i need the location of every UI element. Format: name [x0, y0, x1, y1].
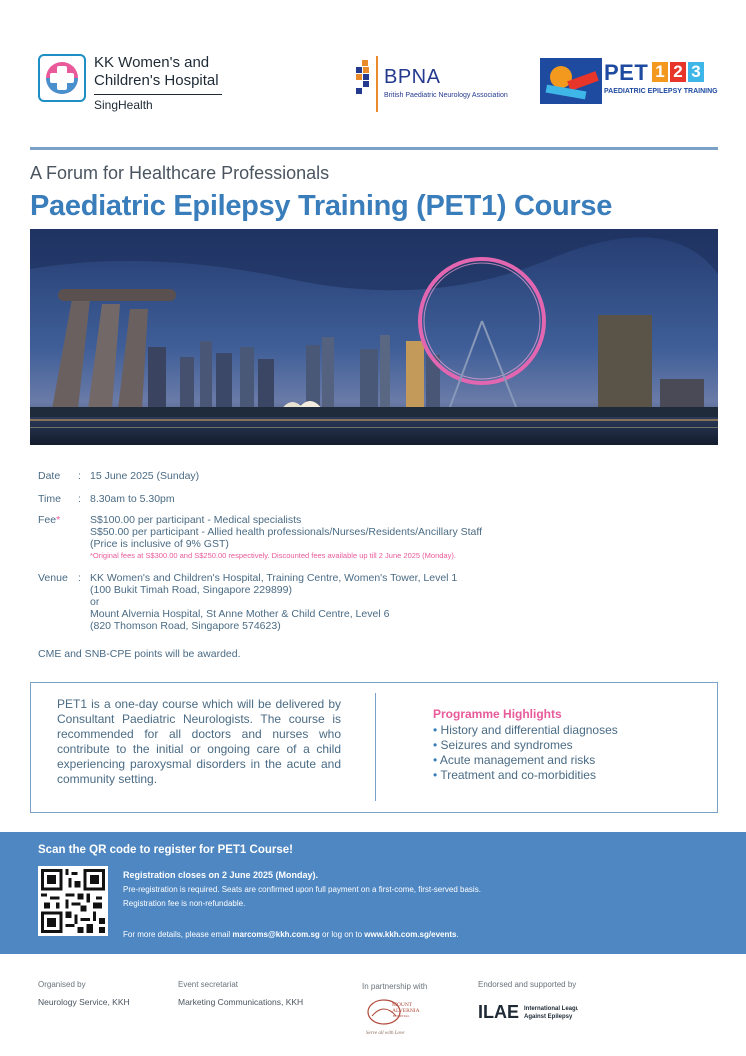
header-logos	[0, 44, 746, 124]
fee-line-3: (Price is inclusive of 9% GST)	[90, 538, 229, 550]
ilae-mark: ILAE	[478, 1002, 520, 1022]
registration-more-details: For more details, please email marcoms@kkh.com.sg or log on to www.kkh.com.sg/events.	[123, 930, 459, 939]
course-info-box	[30, 682, 718, 813]
registration-line-1: Pre-registration is required. Seats are confirmed upon full payment on a first-come, first-served basis.	[123, 885, 481, 894]
bpna-logo	[356, 56, 536, 116]
cme-note: CME and SNB-CPE points will be awarded.	[38, 648, 241, 660]
kkh-name: KK Women's and Children's Hospital	[94, 54, 219, 89]
kkh-logo	[38, 54, 238, 124]
fee-star: *	[56, 514, 61, 526]
registration-qr-code[interactable]	[38, 866, 108, 936]
highlight-item: • History and differential diagnoses	[433, 723, 618, 738]
pet-num-1: 1	[652, 62, 668, 82]
fee-label: Fee	[38, 514, 57, 526]
pet-figure-icon	[540, 58, 602, 104]
bpna-dots-icon	[356, 60, 376, 100]
forum-heading: A Forum for Healthcare Professionals	[30, 163, 330, 183]
highlights-title: Programme Highlights	[433, 707, 562, 721]
header-divider	[30, 147, 718, 150]
bpna-title: BPNA	[384, 66, 441, 88]
ma-tagline: Serve all with Love	[366, 1031, 405, 1036]
contact-email-link[interactable]: marcoms@kkh.com.sg	[232, 930, 320, 939]
mount-alvernia-logo	[362, 994, 422, 1040]
pet-subtitle: PAEDIATRIC EPILEPSY TRAINING	[604, 88, 718, 95]
fee-note: *Original fees at S$300.00 and S$250.00 respectively. Discounted fees available up till 2 June 2025 (Monday).	[90, 551, 456, 560]
endorsed-caption: Endorsed and supported by	[478, 980, 577, 989]
registration-heading: Scan the QR code to register for PET1 Course!	[38, 844, 293, 856]
pet-num-3: 3	[688, 62, 704, 82]
footer	[0, 960, 746, 1056]
singapore-skyline-photo	[30, 229, 718, 445]
kkh-emblem-icon	[38, 54, 86, 102]
ma-line-3: HOSPITAL	[393, 1014, 410, 1018]
secretariat-caption: Event secretariat	[178, 980, 239, 989]
pet-num-2: 2	[670, 62, 686, 82]
fee-line-1: S$100.00 per participant - Medical specialists	[90, 514, 302, 526]
highlights-list	[433, 723, 618, 783]
course-title: Paediatric Epilepsy Training (PET1) Course	[30, 190, 613, 222]
footer-endorsed	[478, 980, 576, 997]
secretariat-value: Marketing Communications, KKH	[178, 997, 304, 1007]
venue-line-1: KK Women's and Children's Hospital, Training Centre, Women's Tower, Level 1	[90, 572, 458, 584]
footer-secretariat	[178, 980, 303, 1007]
kkh-subbrand: SingHealth	[94, 98, 153, 112]
venue-line-4: Mount Alvernia Hospital, St Anne Mother & Child Centre, Level 6	[90, 608, 390, 620]
ilae-line-1: International League	[524, 1006, 578, 1012]
course-description: PET1 is a one-day course which will be delivered by Consultant Paediatric Neurologists. The course is recommended for all doctors and nurses who contribute to the initial or ongoing care of a child experiencing paroxysmal disorders in the acute and community setting.	[57, 697, 341, 786]
events-website-link[interactable]: www.kkh.com.sg/events	[364, 930, 457, 939]
footer-organised	[38, 980, 130, 1007]
registration-line-2: Registration fee is non-refundable.	[123, 899, 246, 908]
pet123-logo	[540, 58, 716, 104]
organised-value: Neurology Service, KKH	[38, 997, 130, 1007]
time-value: 8.30am to 5.30pm	[90, 493, 175, 505]
venue-line-2: (100 Bukit Timah Road, Singapore 229899)	[90, 584, 292, 596]
ma-line-1: MOUNT	[392, 1002, 413, 1008]
venue-label: Venue	[38, 572, 68, 584]
pet-word: PET	[604, 60, 649, 85]
highlight-item: • Treatment and co-morbidities	[433, 768, 618, 783]
venue-line-3: or	[90, 596, 100, 608]
ilae-line-2: Against Epilepsy	[524, 1014, 573, 1020]
fee-line-2: S$50.00 per participant - Allied health professionals/Nurses/Residents/Ancillary Staff	[90, 526, 483, 538]
ma-line-2: ALVERNIA	[392, 1008, 420, 1014]
highlight-item: • Acute management and risks	[433, 753, 618, 768]
ilae-logo	[478, 1000, 578, 1024]
venue-line-5: (820 Thomson Road, Singapore 574623)	[90, 620, 281, 632]
date-label: Date	[38, 470, 61, 482]
time-label: Time	[38, 493, 61, 505]
highlight-item: • Seizures and syndromes	[433, 738, 618, 753]
date-value: 15 June 2025 (Sunday)	[90, 470, 200, 482]
registration-closes: Registration closes on 2 June 2025 (Monday).	[123, 870, 319, 880]
organised-caption: Organised by	[38, 980, 86, 989]
registration-band	[0, 832, 746, 954]
bpna-subtitle: British Paediatric Neurology Association	[384, 92, 508, 99]
partnership-caption: In partnership with	[362, 982, 428, 991]
